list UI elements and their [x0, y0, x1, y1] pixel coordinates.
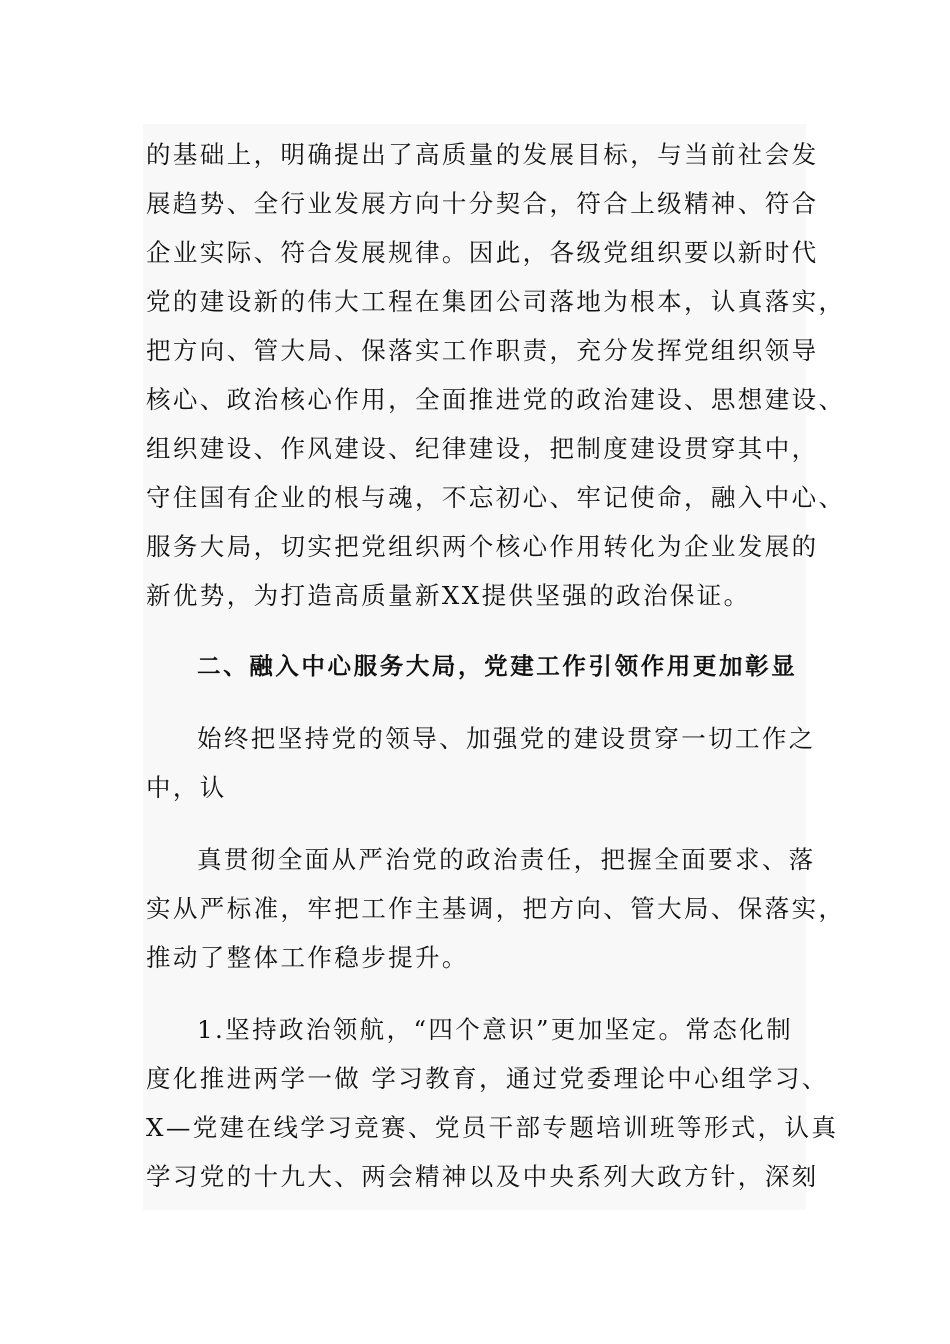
text-line: 服务大局，切实把党组织两个核心作用转化为企业发展的 — [146, 532, 819, 561]
text-line: 新优势，为打造高质量新XX提供坚强的政治保证。 — [146, 581, 751, 610]
text-line: 1.坚持政治领航，“四个意识”更加坚定。常态化制 — [197, 1015, 794, 1044]
text-line: X—党建在线学习竞赛、党员干部专题培训班等形式，认真 — [146, 1113, 839, 1142]
paragraph-spacer — [146, 620, 806, 642]
paragraph-spacer — [146, 812, 806, 835]
text-line: 守住国有企业的根与魂，不忘初心、牢记使命，融入中心、 — [146, 483, 846, 512]
text-line: 企业实际、符合发展规律。因此，各级党组织要以新时代 — [146, 238, 819, 267]
paragraph-spacer — [146, 982, 806, 1005]
text-line: 的基础上，明确提出了高质量的发展目标，与当前社会发 — [146, 140, 819, 169]
text-line: 中，认 — [146, 773, 227, 802]
text-line: 度化推进两学一做 学习教育，通过党委理论中心组学习、 — [146, 1064, 829, 1093]
text-line: 学习党的十九大、两会精神以及中央系列大政方针，深刻 — [146, 1162, 819, 1191]
text-line: 党的建设新的伟大工程在集团公司落地为根本，认真落实， — [146, 287, 846, 316]
document-text-block — [143, 124, 846, 1210]
text-line: 真贯彻全面从严治党的政治责任，把握全面要求、落 — [197, 845, 816, 874]
section-heading: 二、融入中心服务大局，党建工作引领作用更加彰显 — [197, 652, 798, 680]
paragraph-4 — [146, 1005, 839, 1201]
text-line: 组织建设、作风建设、纪律建设，把制度建设贯穿其中， — [146, 434, 819, 463]
text-line: 始终把坚持党的领导、加强党的建设贯穿一切工作之 — [197, 724, 816, 753]
paragraph-spacer — [146, 691, 806, 714]
text-line: 把方向、管大局、保落实工作职责，充分发挥党组织领导 — [146, 336, 819, 365]
paragraph-3 — [146, 835, 846, 982]
paragraph-1 — [146, 130, 846, 620]
paragraph-2 — [146, 714, 816, 812]
text-line: 推动了整体工作稳步提升。 — [146, 943, 469, 972]
text-line: 实从严标准，牢把工作主基调，把方向、管大局、保落实， — [146, 894, 846, 923]
text-line: 展趋势、全行业发展方向十分契合，符合上级精神、符合 — [146, 189, 819, 218]
text-line: 核心、政治核心作用，全面推进党的政治建设、思想建设、 — [146, 385, 846, 414]
